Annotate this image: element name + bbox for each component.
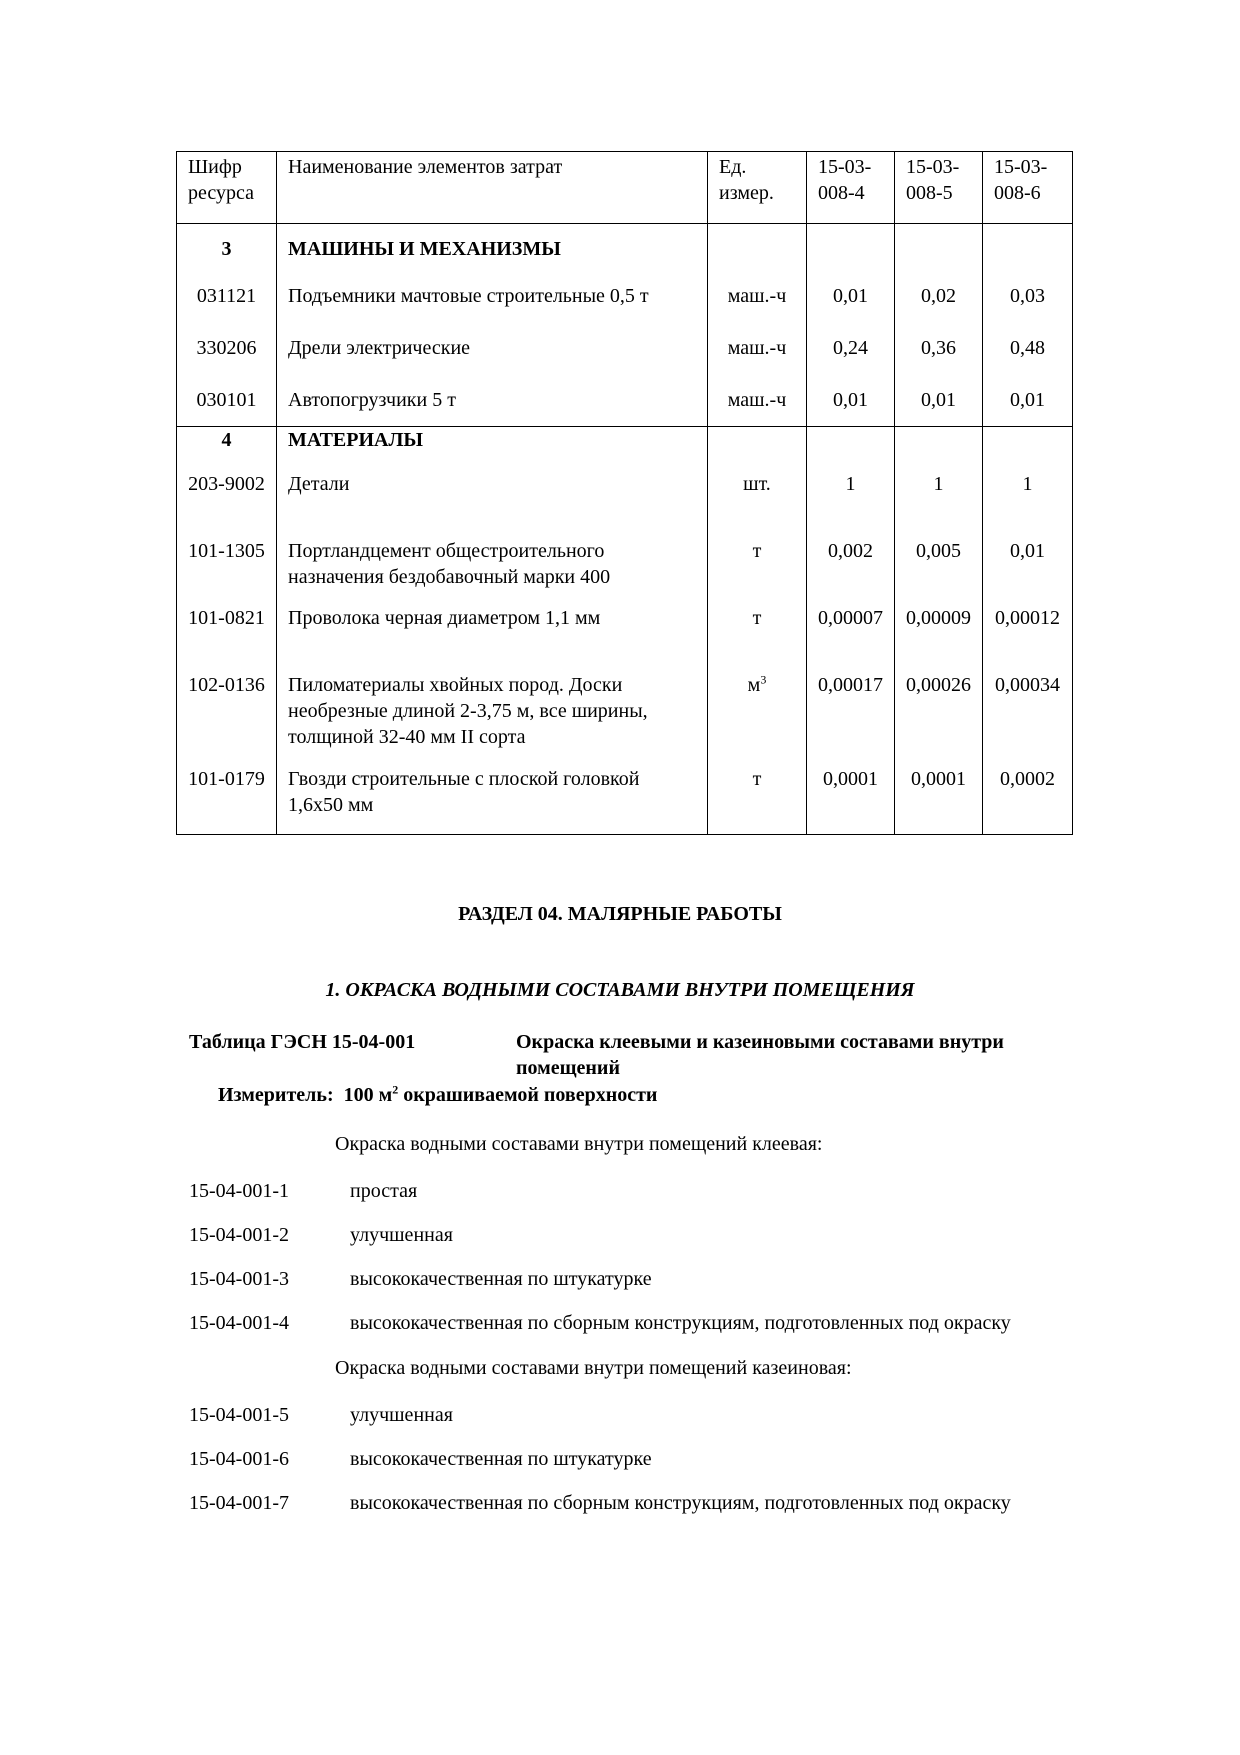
row-code: 330206 — [177, 322, 277, 374]
item-code: 15-04-001-7 — [189, 1492, 289, 1514]
row-value-5: 1 — [895, 467, 983, 533]
row-value-5: 0,0001 — [895, 760, 983, 835]
row-value-5: 0,01 — [895, 374, 983, 427]
section-row — [177, 224, 1073, 271]
row-value-4: 0,01 — [807, 374, 895, 427]
row-unit: маш.-ч — [708, 374, 807, 427]
table-row — [177, 374, 1073, 427]
item-text: высококачественная по штукатурке — [350, 1268, 652, 1290]
table-header-row — [177, 152, 1073, 224]
row-value-6: 0,0002 — [983, 760, 1073, 835]
row-unit: шт. — [708, 467, 807, 533]
meter-line — [218, 1082, 657, 1108]
item-text: улучшенная — [350, 1404, 453, 1426]
header-col-6: 15-03-008-6 — [983, 152, 1073, 224]
row-value-4: 0,002 — [807, 533, 895, 600]
meter-sup: 2 — [392, 1082, 399, 1097]
item-code: 15-04-001-2 — [189, 1224, 289, 1246]
row-name: Детали — [277, 467, 708, 533]
table-row — [177, 533, 1073, 600]
item-code: 15-04-001-5 — [189, 1404, 289, 1426]
section-title: МАТЕРИАЛЫ — [277, 427, 708, 468]
item-text: простая — [350, 1180, 418, 1202]
section-row — [177, 427, 1073, 468]
row-code: 101-0179 — [177, 760, 277, 835]
item-code: 15-04-001-3 — [189, 1268, 289, 1290]
header-col-4: 15-03-008-4 — [807, 152, 895, 224]
item-text: высококачественная по сборным конструкциям, подготовленных под окраску — [350, 1312, 1011, 1334]
item-code: 15-04-001-1 — [189, 1180, 289, 1202]
row-value-4: 0,01 — [807, 270, 895, 322]
row-name: Подъемники мачтовые строительные 0,5 т — [277, 270, 708, 322]
row-name: Автопогрузчики 5 т — [277, 374, 708, 427]
section-title: МАШИНЫ И МЕХАНИЗМЫ — [277, 224, 708, 271]
row-value-5: 0,005 — [895, 533, 983, 600]
row-value-6: 0,01 — [983, 374, 1073, 427]
row-unit: т — [708, 533, 807, 600]
table-row — [177, 600, 1073, 667]
row-code: 030101 — [177, 374, 277, 427]
row-value-5: 0,00009 — [895, 600, 983, 667]
row-value-6: 0,00012 — [983, 600, 1073, 667]
subsection-heading: 1. ОКРАСКА ВОДНЫМИ СОСТАВАМИ ВНУТРИ ПОМЕЩЕНИЯ — [325, 979, 915, 1001]
section-code: 4 — [177, 427, 277, 468]
header-code: Шифр ресурса — [177, 152, 277, 224]
row-unit — [708, 667, 807, 760]
meter-label: Измеритель: — [218, 1084, 334, 1106]
row-unit: т — [708, 600, 807, 667]
row-code: 101-1305 — [177, 533, 277, 600]
row-value-6: 0,00034 — [983, 667, 1073, 760]
group-intro: Окраска водными составами внутри помещений казеиновая: — [335, 1357, 852, 1379]
meter-rest: окрашиваемой поверхности — [398, 1084, 658, 1106]
row-code: 101-0821 — [177, 600, 277, 667]
table-row — [177, 467, 1073, 533]
section-code: 3 — [177, 224, 277, 271]
row-name: Дрели электрические — [277, 322, 708, 374]
header-col-5: 15-03-008-5 — [895, 152, 983, 224]
item-code: 15-04-001-6 — [189, 1448, 289, 1470]
row-unit-sup: 3 — [760, 672, 767, 687]
row-value-5: 0,36 — [895, 322, 983, 374]
meter-value: 100 м — [343, 1084, 393, 1106]
row-unit: т — [708, 760, 807, 835]
header-unit: Ед. измер. — [708, 152, 807, 224]
row-unit: маш.-ч — [708, 322, 807, 374]
section-heading: РАЗДЕЛ 04. МАЛЯРНЫЕ РАБОТЫ — [458, 903, 782, 925]
row-value-4: 1 — [807, 467, 895, 533]
row-value-6: 1 — [983, 467, 1073, 533]
row-value-4: 0,0001 — [807, 760, 895, 835]
table-row — [177, 667, 1073, 760]
row-name: Пиломатериалы хвойных пород. Доски необрезные длиной 2-3,75 м, все ширины, толщиной 32-40 мм II сорта — [277, 667, 708, 760]
header-name: Наименование элементов затрат — [277, 152, 708, 224]
row-value-4: 0,00017 — [807, 667, 895, 760]
row-name: Портландцемент общестроительного назначения бездобавочный марки 400 — [277, 533, 708, 600]
row-name: Проволока черная диаметром 1,1 мм — [277, 600, 708, 667]
row-value-4: 0,00007 — [807, 600, 895, 667]
item-text: высококачественная по штукатурке — [350, 1448, 652, 1470]
item-code: 15-04-001-4 — [189, 1312, 289, 1334]
row-code: 102-0136 — [177, 667, 277, 760]
item-text: улучшенная — [350, 1224, 453, 1246]
table-ref-title-line2: помещений — [516, 1057, 620, 1079]
row-value-4: 0,24 — [807, 322, 895, 374]
item-text: высококачественная по сборным конструкциям, подготовленных под окраску — [350, 1492, 1011, 1514]
table-row — [177, 322, 1073, 374]
row-code: 203-9002 — [177, 467, 277, 533]
row-unit-base: м — [747, 674, 761, 696]
row-value-6: 0,01 — [983, 533, 1073, 600]
row-code: 031121 — [177, 270, 277, 322]
row-value-5: 0,00026 — [895, 667, 983, 760]
row-value-5: 0,02 — [895, 270, 983, 322]
row-value-6: 0,03 — [983, 270, 1073, 322]
row-name: Гвозди строительные с плоской головкой 1,6х50 мм — [277, 760, 708, 835]
resource-table — [176, 151, 1073, 835]
table-row — [177, 760, 1073, 835]
table-ref-title-line1: Окраска клеевыми и казеиновыми составами внутри — [516, 1031, 1004, 1053]
group-intro: Окраска водными составами внутри помещений клеевая: — [335, 1133, 823, 1155]
table-ref-code: Таблица ГЭСН 15-04-001 — [189, 1031, 416, 1053]
row-value-6: 0,48 — [983, 322, 1073, 374]
table-row — [177, 270, 1073, 322]
row-unit: маш.-ч — [708, 270, 807, 322]
